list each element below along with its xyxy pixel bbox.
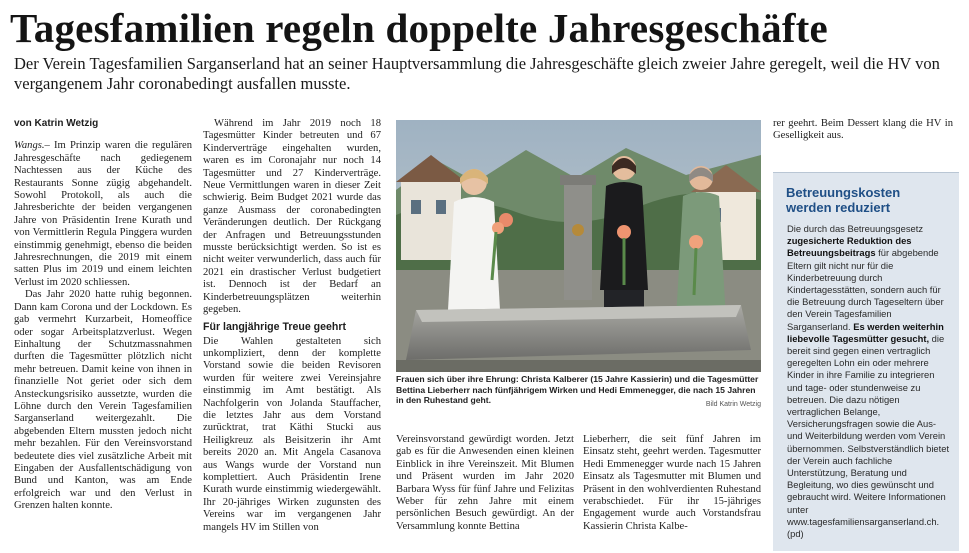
info-text-2: für abgebende Eltern gilt nicht nur für die Kinderbetreuung durch Kindertagesstätten, sondern auch für die Betreuung durch Tageseltern über den Verein Tagesfamilien Sarganserland. <box>787 247 944 332</box>
col5-paragraph-1: rer geehrt. Beim Dessert klang die HV in Geselligkeit aus. <box>773 118 953 142</box>
article-column-4 <box>583 434 761 533</box>
col1-paragraph-1-text: Im Prinzip waren die regulären Jahresgeschäfte nach gediegenem Nachtessen aus der Küche des Restaurants Sonne zügig abgehandelt. Sowohl Protokoll, als auch die Jahresberichte der beiden vergangenen Jahre von Präsidentin Irene Kurath und von Vermittlerin Regula Pinggera wurden einstimmig genehmigt, ebenso die beiden Jahresrechnungen, die 2019 mit einem satten Plus im 2019 und einem leichten Verlust im 2020 schliessen. <box>14 140 192 288</box>
article-photo <box>396 120 761 372</box>
headline: Tagesfamilien regeln doppelte Jahresgeschäfte <box>10 5 828 51</box>
photo-illustration <box>396 120 761 372</box>
article-column-2 <box>203 118 381 534</box>
photo-credit: Bild Katrin Wetzig <box>705 401 761 408</box>
info-bold-1: zugesicherte Reduktion des Betreuungsbeitrags <box>787 235 912 259</box>
dateline: Wangs.– <box>14 140 50 152</box>
lead-paragraph: Der Verein Tagesfamilien Sarganserland hat an seiner Hauptversammlung die Jahresgeschäfte gleich zweier Jahre geregelt, weil die HV von vergangenem Jahr coronabedingt ausfallen musste. <box>14 54 940 93</box>
subheading: Für langjährige Treue geehrt <box>203 320 347 333</box>
byline: von Katrin Wetzig <box>14 118 99 129</box>
col1-paragraph-2: Das Jahr 2020 hatte ruhig begonnen. Dann kam Corona und der Lockdown. Es gab vermehrt Kurzarbeit, Homeoffice oder sogar Arbeitsplatzverlust. Wegen Einhaltung der Schutzmassnahmen durften die Tagesmütter plötzlich nicht mehr betreuen. Damit keine von ihnen in finanzielle Not geriet oder sich dem Ansteckungsrisiko aussetzte, wurden die Löhne durch den Verein Tagesfamilien Sarganserland weitergezahlt. Die abgebenden Eltern mussten jedoch nicht mehr bezahlen. Für den Vereinsvorstand bedeutete dies viel zusätzliche Arbeit mit Eingaben der Ausfallentschädigung von Bund und Kanton, was am Ende erfolgreich war und den Verlust in Grenzen halten konnte. <box>14 289 192 512</box>
info-box-text <box>787 223 951 540</box>
info-text-1: Die durch das Betreuungsgesetz <box>787 223 924 234</box>
photo-caption: Frauen sich über ihre Ehrung: Christa Kalberer (15 Jahre Kassierin) und die Tagesmütter Bettina Lieberherr nach fünfjährigem Wirken und Hedi Emmenegger, die nach 15 Jahren in den Ruhestand geht. <box>396 374 759 406</box>
info-box-title: Betreuungskosten werden reduziert <box>786 185 901 215</box>
col1-paragraph-1 <box>14 140 192 289</box>
info-box <box>773 172 959 551</box>
col2-paragraph-2: Die Wahlen gestalteten sich unkompliziert, denn der komplette Vorstand sowie die beiden Revisoren wurden für weitere zwei Vereinsjahre einstimmig im Amt bestätigt. Als Nachfolgerin von Jolanda Stauffacher, die letztes Jahr aus dem Vorstand zurücktrat, trat Käthi Stucki aus Heiligkreuz als Beisitzerin ihr Amt bereits 2020 an. Mit Angela Casanova aus Wangs wurde der Vorstand nun komplettiert. Auch Präsidentin Irene Kurath wurde einstimmig wiedergewählt. Ihr 20-jähriges Wirken zugunsten des Vereins war im vergangenen Jahr mangels HV im Stillen von <box>203 335 381 533</box>
info-bold-2: Es werden weiterhin liebevolle Tagesmütter gesucht, <box>787 320 944 344</box>
info-text-3: die bereit sind gegen einen vertraglich geregelten Lohn ein oder mehrere Kinder in ihre Familie zu integrieren und tage- oder stundenweise zu betreuen. Die dazu nötigen vertraglichen Belange, Versicherungsfragen sowie die Aus- und Weiterbildung werden vom Verein übernommen. Selbstverständlich bietet der Verein auch fachliche Unterstützung, Beratung und Begleitung, wo dies gewünscht und gebraucht wird. Weitere Informationen unter www.tagesfamiliensarganserland.ch. (pd) <box>787 332 950 540</box>
col4-paragraph-1: Lieberherr, die seit fünf Jahren im Einsatz steht, geehrt werden. Tagesmutter Hedi Emmenegger wurde nach 15 Jahren Einsatz als Tagesmutter mit Blumen und Präsent in den wohlverdienten Ruhestand verabschiedet. Für ihr 15-jähriges Engagement wurde auch Vorstandsfrau Kassierin Christa Kalbe- <box>583 434 761 532</box>
article-column-3 <box>396 434 574 533</box>
article-column-1 <box>14 118 192 513</box>
col2-paragraph-1: Während im Jahr 2019 noch 18 Tagesmütter Kinder betreuten und 67 Kinderverträge eingehalten wurden, waren es im Coronajahr nur noch 14 Tagesmütter und 27 Kinderverträge. Neue Vermittlungen waren in dieser Zeit schwierig. Beim Budget 2021 wurde das ganze Ausmass der coronabedingten Veränderungen deutlich. Der Rückgang der Anfragen und Betreuungsstunden musste berücksichtigt werden. So ist es nicht weiter verwunderlich, dass auch für 2021 ein drastischer Verlust budgetiert ist. Dennoch ist der Bedarf an Kinderbetreuungsplätzen weiterhin gegeben. <box>203 118 381 316</box>
col3-paragraph-1: Vereinsvorstand gewürdigt worden. Jetzt gab es für die Anwesenden einen kleinen Einblick in ihre Vereinszeit. Mit Blumen und Präsent wurden im Jahr 2020 Barbara Wyss für fünf Jahre und Felizitas Weber für zehn Jahre mit einem persönlichen Besuch gewürdigt. An der Versammlung konnte Bettina <box>396 434 574 532</box>
article-column-5 <box>773 118 953 143</box>
